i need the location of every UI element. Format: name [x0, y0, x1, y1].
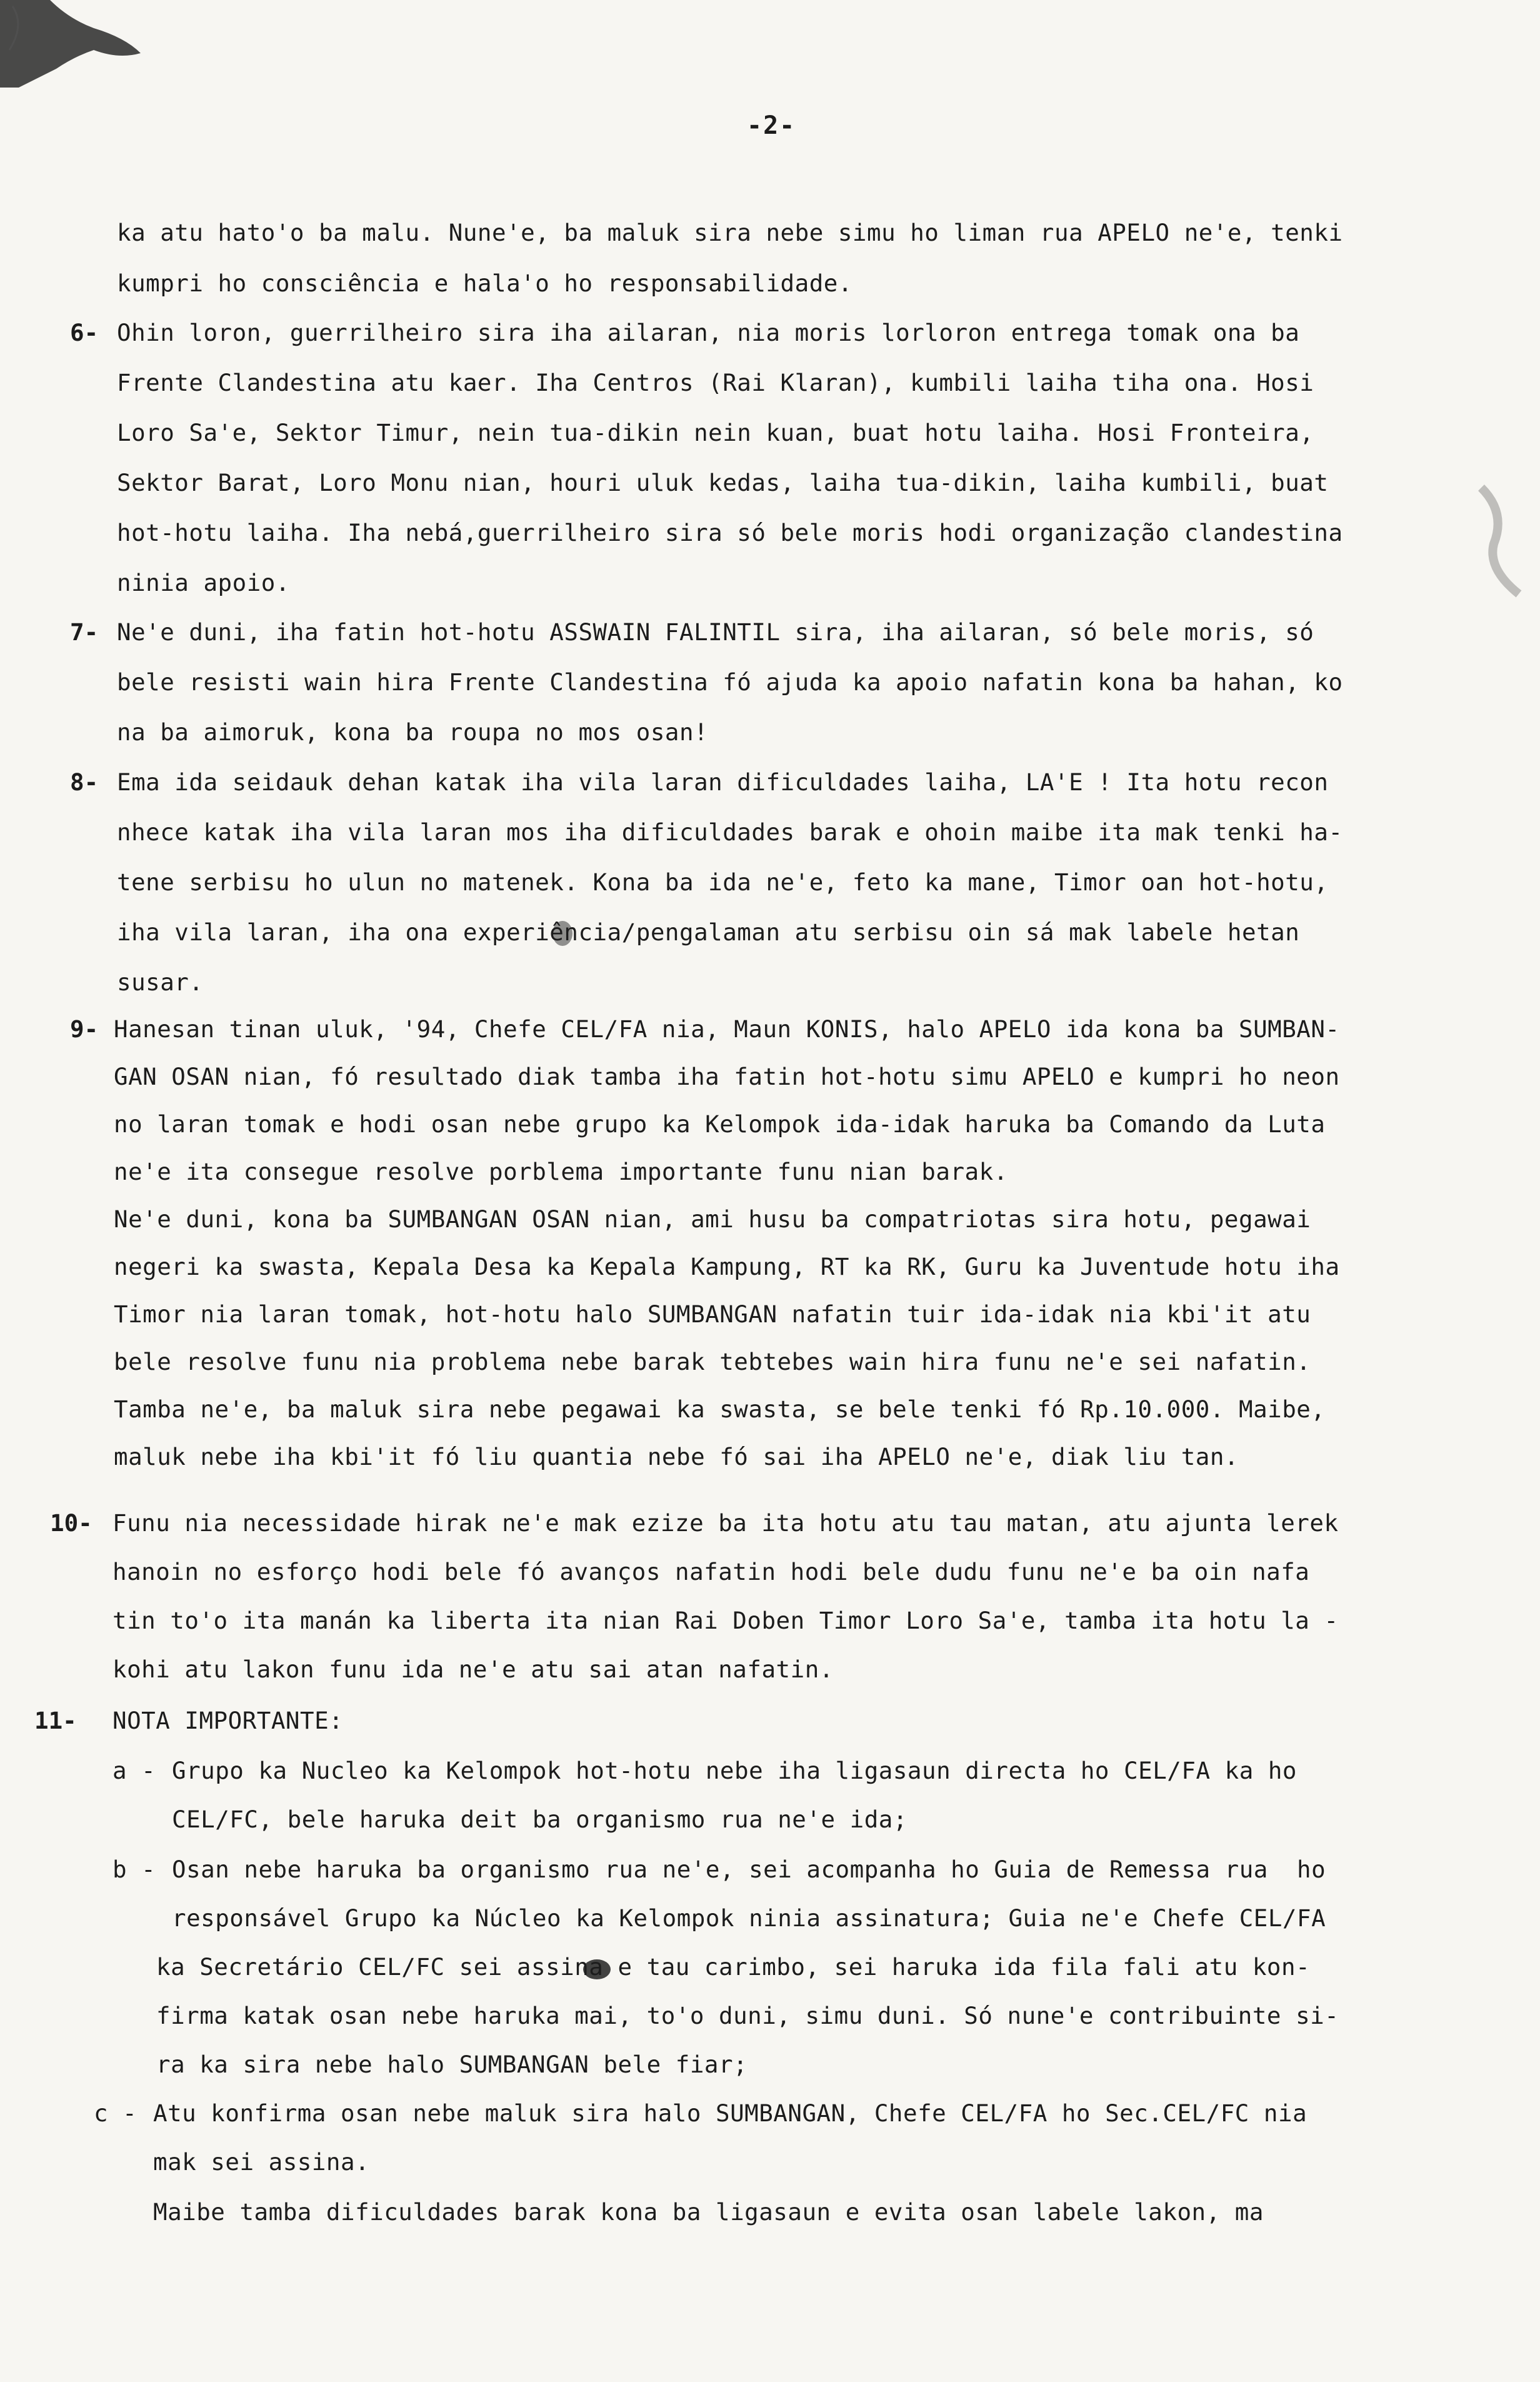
paragraph-line: Osan nebe haruka ba organismo rua ne'e, sei acompanha ho Guia de Remessa rua ho	[172, 1856, 1326, 1883]
paragraph-line: Tamba ne'e, ba maluk sira nebe pegawai ka swasta, se bele tenki fó Rp.10.000. Maibe,	[114, 1395, 1326, 1423]
paragraph-line: Frente Clandestina atu kaer. Iha Centros (Rai Klaran), kumbili laiha tiha ona. Hosi	[117, 369, 1314, 396]
paragraph-line: Atu konfirma osan nebe maluk sira halo SUMBANGAN, Chefe CEL/FA ho Sec.CEL/FC nia	[153, 2099, 1308, 2127]
paragraph-line: Grupo ka Nucleo ka Kelompok hot-hotu nebe iha ligasaun directa ho CEL/FA ka ho	[172, 1757, 1297, 1784]
paragraph-line: maluk nebe iha kbi'it fó liu quantia nebe fó sai iha APELO ne'e, diak liu tan.	[114, 1443, 1239, 1470]
paragraph-line: na ba aimoruk, kona ba roupa no mos osan!	[117, 718, 709, 746]
paragraph-line: iha vila laran, iha ona experiência/pengalaman atu serbisu oin sá mak labele hetan	[117, 918, 1300, 946]
item-number: 8-	[70, 768, 99, 796]
paragraph-line: kohi atu lakon funu ida ne'e atu sai atan nafatin.	[112, 1656, 834, 1683]
sub-item-letter: c -	[94, 2099, 138, 2127]
paragraph-line: Timor nia laran tomak, hot-hotu halo SUMBANGAN nafatin tuir ida-idak nia kbi'it atu	[114, 1300, 1311, 1328]
item-number: 9-	[70, 1015, 99, 1043]
paragraph-line: Loro Sa'e, Sektor Timur, nein tua-dikin nein kuan, buat hotu laiha. Hosi Fronteira,	[117, 419, 1314, 446]
paragraph-line: tene serbisu ho ulun no matenek. Kona ba ida ne'e, feto ka mane, Timor oan hot-hotu,	[117, 868, 1329, 896]
paragraph-line: negeri ka swasta, Kepala Desa ka Kepala Kampung, RT ka RK, Guru ka Juventude hotu iha	[114, 1253, 1340, 1280]
paragraph-line: bele resisti wain hira Frente Clandestina fó ajuda ka apoio nafatin kona ba hahan, ko	[117, 668, 1343, 696]
closing-line: Maibe tamba dificuldades barak kona ba ligasaun e evita osan labele lakon, ma	[153, 2198, 1264, 2226]
paragraph-line: ra ka sira nebe halo SUMBANGAN bele fiar;	[156, 2051, 748, 2078]
item-number: 7-	[70, 618, 99, 646]
page-number: -2-	[747, 111, 796, 140]
paragraph-line: CEL/FC, bele haruka deit ba organismo rua ne'e ida;	[172, 1806, 908, 1833]
item-number: 11-	[34, 1707, 77, 1734]
sub-item-letter: a -	[112, 1757, 156, 1784]
nota-title: NOTA IMPORTANTE:	[112, 1707, 344, 1734]
paragraph-line: hot-hotu laiha. Iha nebá,guerrilheiro sira só bele moris hodi organização clandestina	[117, 519, 1343, 546]
paragraph-line: Hanesan tinan uluk, '94, Chefe CEL/FA nia, Maun KONIS, halo APELO ida kona ba SUMBAN-	[114, 1015, 1340, 1043]
paragraph-line: firma katak osan nebe haruka mai, to'o duni, simu duni. Só nune'e contribuinte si-	[156, 2002, 1339, 2029]
paragraph-line: ninia apoio.	[117, 569, 290, 596]
paragraph-line: ne'e ita consegue resolve porblema importante funu nian barak.	[114, 1158, 1008, 1185]
paragraph-line: susar.	[117, 968, 204, 996]
ink-blot-corner	[0, 0, 144, 88]
paragraph-line: no laran tomak e hodi osan nebe grupo ka Kelompok ida-idak haruka ba Comando da Luta	[114, 1110, 1326, 1138]
paragraph-line: responsável Grupo ka Núcleo ka Kelompok ninia assinatura; Guia ne'e Chefe CEL/FA	[172, 1904, 1326, 1932]
item-number: 6-	[70, 319, 99, 346]
ink-smudge	[1456, 475, 1531, 600]
paragraph-line: hanoin no esforço hodi bele fó avanços nafatin hodi bele dudu funu ne'e ba oin nafa	[112, 1558, 1310, 1585]
paragraph-line: ka atu hato'o ba malu. Nune'e, ba maluk sira nebe simu ho liman rua APELO ne'e, tenki	[117, 219, 1343, 246]
paragraph-line: tin to'o ita manán ka liberta ita nian Rai Doben Timor Loro Sa'e, tamba ita hotu la -	[112, 1607, 1339, 1634]
sub-item-letter: b -	[112, 1856, 156, 1883]
paragraph-line: Ne'e duni, iha fatin hot-hotu ASSWAIN FALINTIL sira, iha ailaran, só bele moris, só	[117, 618, 1314, 646]
paragraph-line: GAN OSAN nian, fó resultado diak tamba iha fatin hot-hotu simu APELO e kumpri ho neon	[114, 1063, 1340, 1090]
item-number: 10-	[50, 1509, 92, 1537]
paragraph-line: Funu nia necessidade hirak ne'e mak ezize ba ita hotu atu tau matan, atu ajunta lerek	[112, 1509, 1339, 1537]
paragraph-line: kumpri ho consciência e hala'o ho responsabilidade.	[117, 269, 852, 297]
paragraph-line: Ohin loron, guerrilheiro sira iha ailaran, nia moris lorloron entrega tomak ona ba	[117, 319, 1300, 346]
paragraph-line: Ema ida seidauk dehan katak iha vila laran dificuldades laiha, LA'E ! Ita hotu recon	[117, 768, 1329, 796]
paragraph-line: nhece katak iha vila laran mos iha dificuldades barak e ohoin maibe ita mak tenki ha-	[117, 818, 1343, 846]
paragraph-line: bele resolve funu nia problema nebe barak tebtebes wain hira funu ne'e sei nafatin.	[114, 1348, 1311, 1375]
paragraph-line: Sektor Barat, Loro Monu nian, houri uluk kedas, laiha tua-dikin, laiha kumbili, buat	[117, 469, 1329, 496]
paragraph-line: mak sei assina.	[153, 2148, 370, 2176]
paragraph-line: ka Secretário CEL/FC sei assina e tau carimbo, sei haruka ida fila fali atu kon-	[156, 1953, 1311, 1981]
paragraph-line: Ne'e duni, kona ba SUMBANGAN OSAN nian, ami husu ba compatriotas sira hotu, pegawai	[114, 1205, 1311, 1233]
